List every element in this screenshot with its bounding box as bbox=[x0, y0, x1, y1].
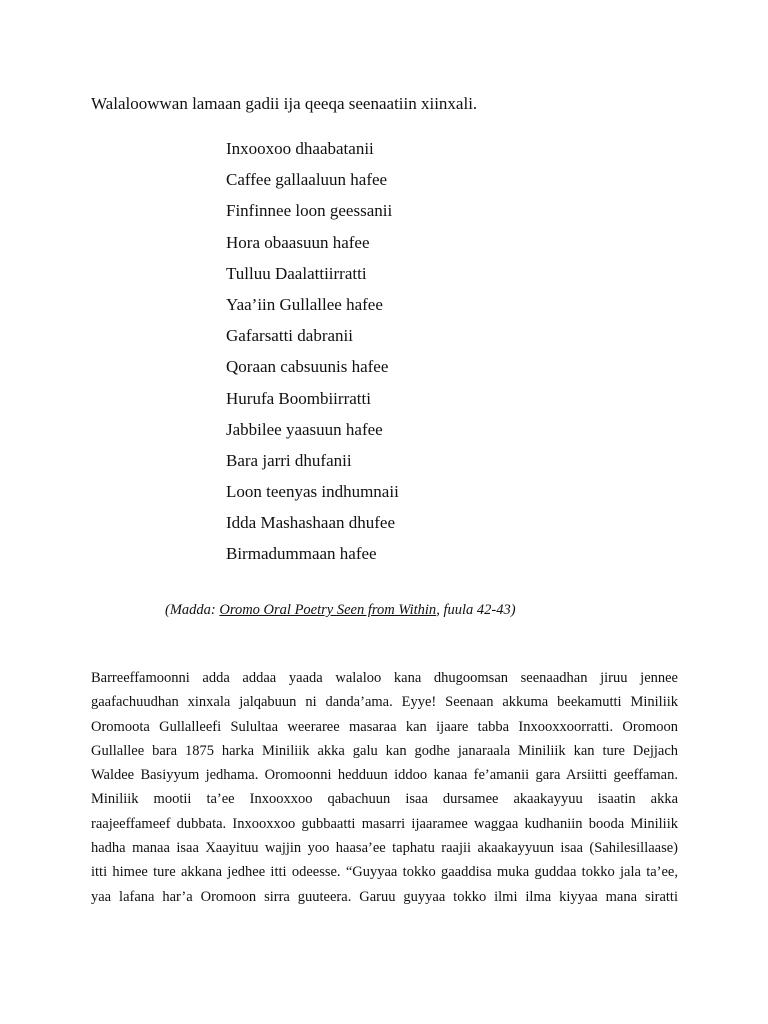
poem-line: Birmadummaan hafee bbox=[226, 544, 377, 564]
source-book-title: Oromo Oral Poetry Seen from Within bbox=[219, 602, 437, 618]
paragraph-line: Gullallee bara 1875 harka Miniliik akka galu kan godhe janaraala Miniliik kan ture Dejjach bbox=[91, 742, 678, 759]
source-prefix: (Madda: bbox=[165, 602, 220, 618]
poem-line: Finfinnee loon geessanii bbox=[226, 201, 393, 221]
poem-line: Hurufa Boombiirratti bbox=[226, 388, 371, 408]
source-citation bbox=[165, 599, 516, 621]
poem-line: Caffee gallaaluun hafee bbox=[226, 170, 388, 190]
poem bbox=[226, 136, 399, 573]
paragraph-line: Oromoota Gullalleefi Sulultaa weeraree masaraa kan ijaare tabba Inxooxxoorratti. Oromoon bbox=[91, 718, 678, 735]
source-suffix: , fuula 42-43) bbox=[436, 602, 516, 618]
poem-line: Qoraan cabsuunis hafee bbox=[226, 357, 389, 377]
paragraph-line: yaa lafana har’a Oromoon sirra guuteera. Garuu guyyaa tokko ilmi ilma kiyyaa mana siratti bbox=[91, 888, 678, 905]
paragraph-line: Barreeffamoonni adda addaa yaada walaloo kana dhugoomsan seenaadhan jiruu jennee bbox=[91, 670, 678, 686]
body-paragraph bbox=[91, 666, 678, 909]
paragraph-line: Waldee Basiyyum jedhama. Oromoonni hedduun iddoo kanaa fe’amanii gara Arsiitti geeffaman. bbox=[91, 767, 678, 784]
poem-line: Tulluu Daalattiirratti bbox=[226, 263, 367, 283]
poem-line: Bara jarri dhufanii bbox=[226, 450, 352, 470]
poem-line: Jabbilee yaasuun hafee bbox=[226, 419, 383, 439]
paragraph-line: Miniliik mootii ta’ee Inxooxxoo qabachuun isaa dursamee akaakayyuu isaatin akka bbox=[91, 791, 678, 808]
poem-line: Idda Mashashaan dhufee bbox=[226, 513, 395, 533]
poem-line: Inxooxoo dhaabatanii bbox=[226, 139, 374, 158]
paragraph-line: raajeeffameef dubbata. Inxooxxoo gubbaatti masarri ijaaramee waggaa kudhaniin booda Miniliik bbox=[91, 815, 678, 832]
paragraph-line: gaafachuudhan xinxala jalqabuun ni danda’ama. Eyye! Seenaan akkuma beekamutti Miniliik bbox=[91, 694, 678, 711]
paragraph-line: hadha manaa isaa Xaayituu wajjin yoo haasa’ee taphatu raajii akaakayyuun isaa (Sahilesillaase) bbox=[91, 840, 678, 857]
poem-line: Yaa’iin Gullallee hafee bbox=[226, 294, 383, 314]
poem-line: Hora obaasuun hafee bbox=[226, 232, 370, 252]
paragraph-line: itti himee ture akkana jedhee itti odeesse. “Guyyaa tokko gaaddisa muka guddaa tokko jala ta’ee, bbox=[91, 864, 678, 881]
poem-line: Loon teenyas indhumnaii bbox=[226, 482, 399, 502]
instruction-text: Walaloowwan lamaan gadii ija qeeqa seenaatiin xiinxali. bbox=[91, 94, 478, 113]
poem-line: Gafarsatti dabranii bbox=[226, 326, 353, 346]
